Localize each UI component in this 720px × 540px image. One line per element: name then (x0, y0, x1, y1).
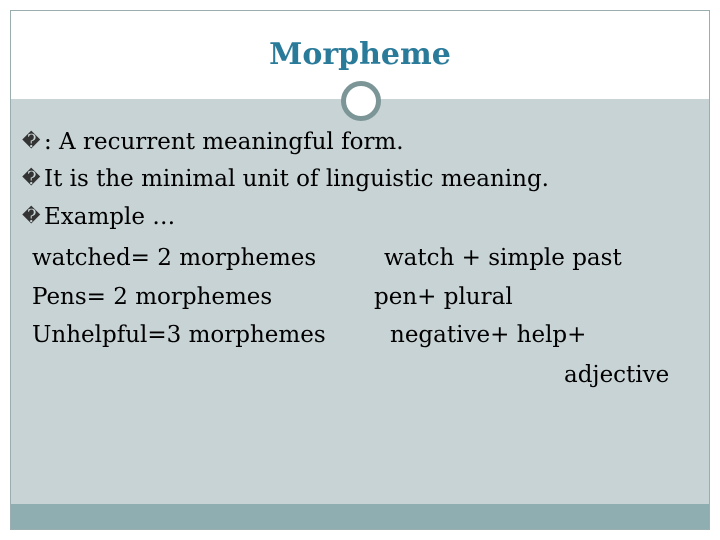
example-analysis-2: pen+ plural (374, 284, 513, 310)
example-word-2: Pens= 2 morphemes (32, 284, 273, 310)
bullet-text-3: Example … (44, 204, 176, 230)
bullet-line-1 (22, 128, 404, 156)
missing-glyph-icon: � (22, 131, 41, 152)
example-analysis-3-continued: adjective (564, 362, 670, 388)
bullet-line-2 (22, 165, 549, 193)
example-word-1: watched= 2 morphemes (32, 245, 317, 271)
bullet-line-3 (22, 203, 175, 231)
footer-bar (11, 504, 709, 529)
missing-glyph-icon: � (22, 206, 41, 227)
bullet-text-1: : A recurrent meaningful form. (44, 129, 404, 155)
example-analysis-3: negative+ help+ (390, 322, 587, 348)
example-word-3: Unhelpful=3 morphemes (32, 322, 326, 348)
slide-title: Morpheme (269, 37, 451, 72)
example-analysis-1: watch + simple past (384, 245, 622, 271)
bullet-text-2: It is the minimal unit of linguistic meaning. (44, 166, 549, 192)
missing-glyph-icon: � (22, 168, 41, 189)
divider-circle-icon (341, 81, 381, 121)
